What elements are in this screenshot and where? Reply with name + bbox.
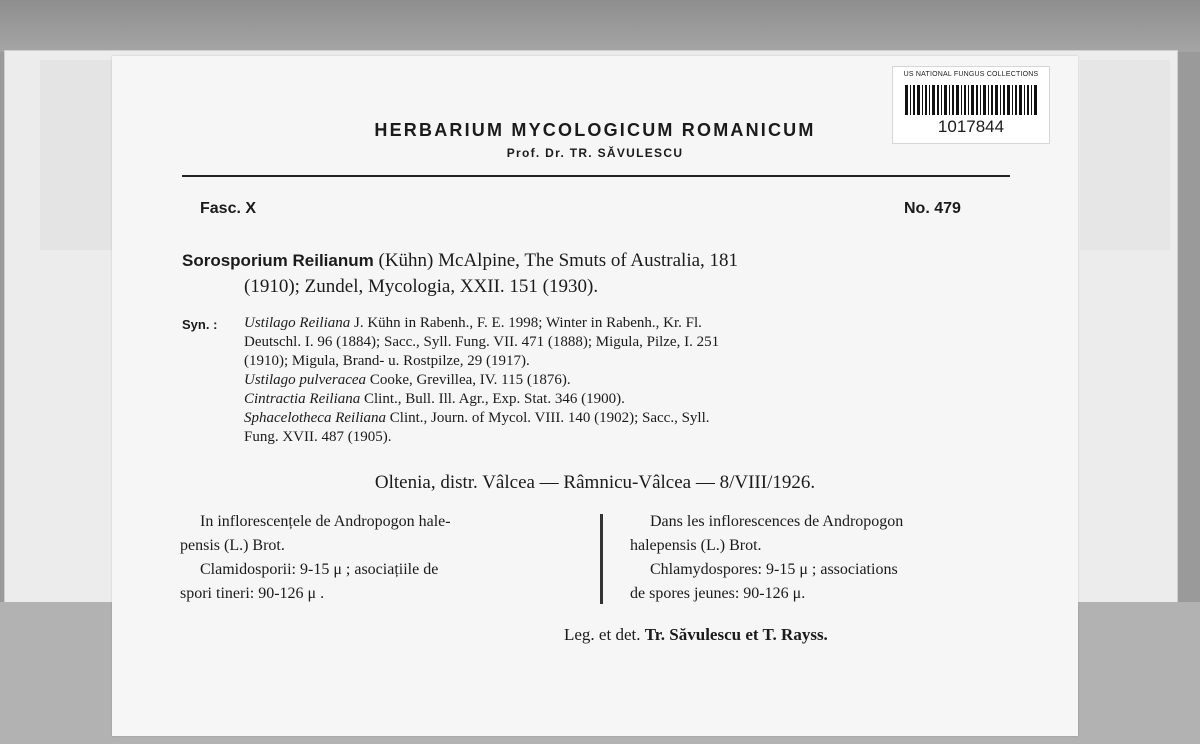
- barcode-collection: US NATIONAL FUNGUS COLLECTIONS: [903, 71, 1039, 78]
- synonyms-block: [244, 314, 1014, 447]
- barcode-bars: [905, 85, 1037, 115]
- synonym-1-name: Ustilago Reiliana: [244, 315, 351, 331]
- background-top: [0, 0, 1200, 52]
- romanian-spores-1: Clamidosporii: 9-15 μ ; asociațiile de: [200, 561, 439, 578]
- header-rule: [182, 175, 1010, 177]
- french-description: [630, 510, 1020, 606]
- romanian-host-1: In inflorescențele de Andropogon hale-: [200, 513, 451, 530]
- synonym-1-ref-2: Deutschl. I. 96 (1884); Sacc., Syll. Fung. VII. 471 (1888); Migula, Pilze, I. 251: [244, 334, 720, 350]
- herbarium-title: HERBARIUM MYCOLOGICUM ROMANICUM: [374, 120, 816, 140]
- french-host-2: halepensis (L.) Brot.: [630, 537, 762, 554]
- synonym-2-ref: Cooke, Grevillea, IV. 115 (1876).: [366, 372, 571, 388]
- synonym-3-name: Cintractia Reiliana: [244, 391, 361, 407]
- specimen-number: No. 479: [904, 200, 961, 217]
- synonyms-label: Syn. :: [182, 317, 218, 332]
- species-citation-1: (Kühn) McAlpine, The Smuts of Australia, 181: [373, 250, 739, 271]
- synonym-1-ref-1: J. Kühn in Rabenh., F. E. 1998; Winter in Rabenh., Kr. Fl.: [350, 315, 702, 331]
- romanian-description: [180, 510, 580, 606]
- locality: Oltenia, distr. Vâlcea — Râmnicu-Vâlcea — 8/VIII/1926.: [374, 472, 816, 493]
- french-host-1: Dans les inflorescences de Andropogon: [650, 513, 904, 530]
- french-spores-2: de spores jeunes: 90-126 μ.: [630, 585, 806, 602]
- envelope-flap-left: [40, 60, 120, 250]
- barcode-number: 1017844: [937, 117, 1005, 136]
- species-block: [182, 248, 1010, 300]
- synonym-4-ref-2: Fung. XVII. 487 (1905).: [244, 429, 392, 445]
- herbarium-subtitle: Prof. Dr. TR. SĂVULESCU: [506, 146, 684, 160]
- species-citation-2: (1910); Zundel, Mycologia, XXII. 151 (1930).: [244, 276, 599, 297]
- synonym-4-name: Sphacelotheca Reiliana: [244, 410, 387, 426]
- collector-line: [564, 625, 828, 645]
- synonym-1-ref-3: (1910); Migula, Brand- u. Rostpilze, 29 (1917).: [244, 353, 530, 369]
- collector-names: Tr. Săvulescu et T. Rayss.: [644, 625, 828, 644]
- column-divider: [600, 514, 603, 604]
- fascicle: Fasc. X: [200, 200, 257, 217]
- synonym-3-ref: Clint., Bull. Ill. Agr., Exp. Stat. 346 (1900).: [360, 391, 625, 407]
- romanian-spores-2: spori tineri: 90-126 μ .: [180, 585, 325, 602]
- collector-prefix: Leg. et det.: [564, 625, 645, 644]
- french-spores-1: Chlamydospores: 9-15 μ ; associations: [650, 561, 898, 578]
- species-name: Sorosporium Reilianum: [182, 251, 374, 270]
- synonym-4-ref-1: Clint., Journ. of Mycol. VIII. 140 (1902); Sacc., Syll.: [386, 410, 710, 426]
- synonym-2-name: Ustilago pulveracea: [244, 372, 367, 388]
- romanian-host-2: pensis (L.) Brot.: [180, 537, 285, 554]
- envelope-flap-right: [1080, 60, 1170, 250]
